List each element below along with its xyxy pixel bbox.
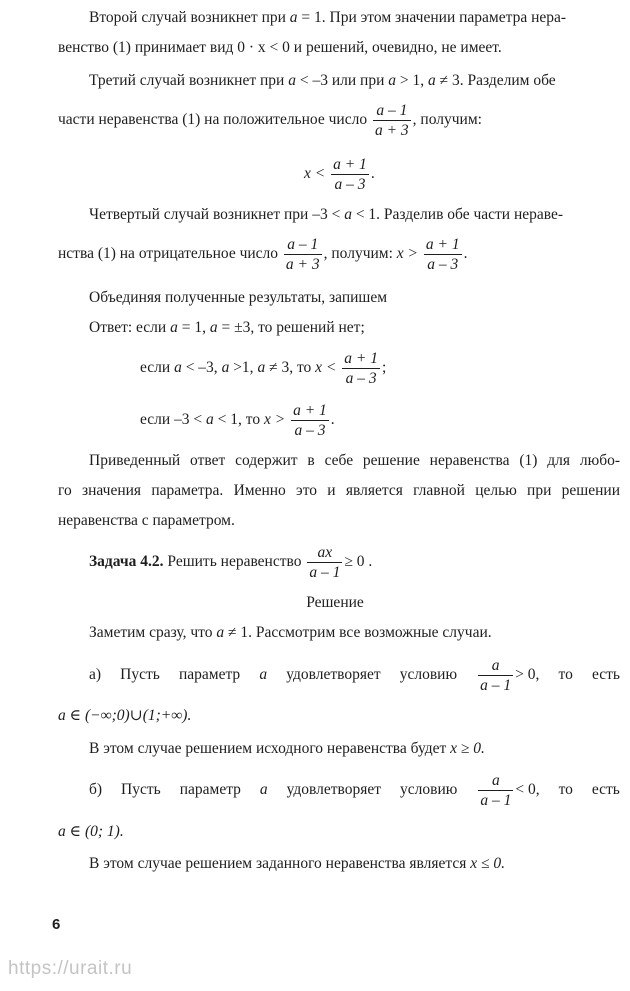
watermark-url: https://urait.ru bbox=[8, 958, 133, 979]
var-a: a bbox=[259, 666, 268, 683]
var-a: a bbox=[221, 359, 230, 376]
text: . bbox=[370, 165, 375, 182]
text: Ответ: если bbox=[89, 319, 167, 336]
text: , получим: bbox=[323, 245, 393, 262]
text: а) bbox=[89, 666, 102, 683]
case-a-line1 bbox=[89, 653, 620, 697]
answer-line3 bbox=[140, 398, 335, 442]
text: венство (1) принимает вид 0 · x < 0 и решений, очевидно, не имеет. bbox=[58, 39, 502, 56]
text: x < bbox=[304, 165, 326, 182]
fraction bbox=[291, 401, 329, 440]
text: ≥ 0 . bbox=[344, 553, 373, 570]
text: б) bbox=[89, 781, 103, 798]
p3-line1 bbox=[89, 205, 563, 225]
numerator: a bbox=[478, 771, 513, 791]
text: > 0, bbox=[515, 666, 540, 683]
p5-line2 bbox=[58, 481, 620, 501]
text: Пусть bbox=[120, 666, 160, 683]
text: условию bbox=[399, 666, 458, 683]
text: ≠ 3. Разделим обе bbox=[435, 72, 556, 89]
text: Пусть bbox=[121, 781, 161, 798]
text: x > bbox=[263, 411, 286, 428]
text: есть bbox=[591, 781, 620, 798]
text: Третий случай возникнет при bbox=[89, 72, 285, 89]
text: есть bbox=[592, 666, 620, 683]
text: = 1. При этом значении параметра нера- bbox=[297, 9, 567, 26]
p6 bbox=[89, 623, 492, 643]
task-4-2 bbox=[89, 540, 372, 584]
task-label: Задача 4.2. bbox=[89, 553, 164, 570]
text: = 1, bbox=[177, 319, 206, 336]
case-b-line2 bbox=[58, 822, 124, 842]
p1-line2 bbox=[58, 38, 502, 58]
text: В этом случае решением заданного неравенства является bbox=[89, 855, 467, 872]
text: условию bbox=[400, 781, 458, 798]
text: > 1, bbox=[395, 72, 425, 89]
text: < –3, bbox=[181, 359, 218, 376]
denominator: a – 1 bbox=[480, 791, 512, 809]
p8 bbox=[89, 854, 505, 874]
text: то bbox=[558, 781, 573, 798]
numerator: a – 1 bbox=[373, 101, 411, 121]
text: , получим: bbox=[412, 111, 482, 128]
text: . bbox=[330, 411, 335, 428]
text: Второй случай возникнет при bbox=[89, 9, 286, 26]
solution-heading bbox=[0, 593, 630, 613]
var-a: a bbox=[388, 72, 396, 89]
numerator: a bbox=[478, 656, 513, 676]
var-a: a bbox=[289, 9, 298, 26]
fraction bbox=[307, 543, 342, 582]
var-a: a bbox=[206, 411, 214, 428]
text: если bbox=[140, 359, 171, 376]
var-a: a bbox=[427, 72, 436, 89]
numerator: a + 1 bbox=[425, 235, 460, 253]
text: го значения параметра. Именно это и является главной целью при решении bbox=[58, 482, 620, 499]
page-number: 6 bbox=[52, 916, 61, 933]
var-a: a bbox=[344, 206, 352, 223]
var-a: a bbox=[288, 72, 296, 89]
text: нства (1) на отрицательное число bbox=[58, 245, 279, 262]
text: x ≥ 0. bbox=[450, 740, 485, 757]
text: удовлетворяет bbox=[286, 666, 381, 683]
var-a: a bbox=[257, 359, 266, 376]
p2-line1 bbox=[89, 71, 556, 91]
numerator: a + 1 bbox=[344, 349, 378, 367]
denominator: a + 3 bbox=[285, 255, 320, 273]
var-a: a bbox=[174, 359, 182, 376]
fraction bbox=[284, 235, 322, 274]
numerator: ax bbox=[307, 543, 342, 563]
text: части неравенства (1) на положительное число bbox=[58, 111, 368, 128]
text: ≠ 3, то bbox=[265, 359, 312, 376]
fraction bbox=[331, 155, 369, 194]
text: a ∈ (0; 1). bbox=[58, 823, 124, 840]
text: = ±3, то решений нет; bbox=[217, 319, 365, 336]
text: x ≤ 0. bbox=[470, 855, 505, 872]
text: Заметим сразу, что bbox=[89, 624, 213, 641]
text: параметр bbox=[179, 781, 241, 798]
text: . bbox=[463, 245, 468, 262]
fraction bbox=[373, 101, 411, 140]
text: x > bbox=[396, 245, 419, 262]
numerator: a + 1 bbox=[293, 401, 327, 419]
text: x < bbox=[315, 359, 337, 376]
denominator: a – 1 bbox=[480, 676, 512, 694]
denominator: a + 3 bbox=[374, 121, 409, 139]
answer-line1 bbox=[89, 318, 365, 338]
denominator: a – 1 bbox=[309, 563, 341, 581]
text: < –3 или при bbox=[295, 72, 385, 89]
denominator: a – 3 bbox=[345, 369, 377, 387]
text: параметр bbox=[178, 666, 241, 683]
text: Решение bbox=[306, 594, 364, 611]
p5-line3 bbox=[58, 511, 235, 531]
text: ≠ 1. Рассмотрим все возможные случаи. bbox=[224, 624, 492, 641]
fraction bbox=[424, 235, 462, 274]
denominator: a – 3 bbox=[427, 255, 459, 273]
numerator: a – 1 bbox=[284, 235, 322, 255]
case-b-line1 bbox=[89, 768, 620, 812]
denominator: a – 3 bbox=[334, 175, 366, 193]
denominator: a – 3 bbox=[294, 421, 326, 439]
text: >1, bbox=[229, 359, 254, 376]
answer-line2 bbox=[140, 346, 386, 390]
text: если –3 < bbox=[140, 411, 203, 428]
p3-line2 bbox=[58, 232, 467, 276]
case-a-line2 bbox=[58, 706, 191, 726]
text: Приведенный ответ содержит в себе решение неравенства (1) для любо- bbox=[89, 452, 620, 469]
fraction bbox=[342, 349, 380, 388]
fraction bbox=[478, 771, 513, 810]
p2-line2 bbox=[58, 98, 482, 142]
text: неравенства с параметром. bbox=[58, 512, 235, 529]
var-a: a bbox=[259, 781, 268, 798]
var-a: a bbox=[170, 319, 178, 336]
text: < 0, bbox=[515, 781, 540, 798]
text: Решить неравенство bbox=[163, 553, 302, 570]
var-a: a bbox=[209, 319, 218, 336]
text: < 1. Разделив обе части нераве- bbox=[351, 206, 564, 223]
p4 bbox=[89, 288, 387, 308]
fraction bbox=[478, 656, 513, 695]
p5-line1 bbox=[89, 451, 620, 471]
text: Объединяя полученные результаты, запишем bbox=[89, 289, 388, 306]
text: ; bbox=[381, 359, 387, 376]
text: В этом случае решением исходного неравенства будет bbox=[89, 740, 447, 757]
text: < 1, то bbox=[213, 411, 261, 428]
p7 bbox=[89, 739, 485, 759]
numerator: a + 1 bbox=[333, 155, 367, 173]
text: Четвертый случай возникнет при –3 < bbox=[89, 206, 341, 223]
p1-line1 bbox=[89, 8, 566, 28]
formula-1 bbox=[304, 152, 375, 196]
text: удовлетворяет bbox=[286, 781, 382, 798]
var-a: a bbox=[216, 624, 225, 641]
text: то bbox=[558, 666, 573, 683]
text: a ∈ (−∞;0)∪(1;+∞). bbox=[58, 707, 192, 724]
